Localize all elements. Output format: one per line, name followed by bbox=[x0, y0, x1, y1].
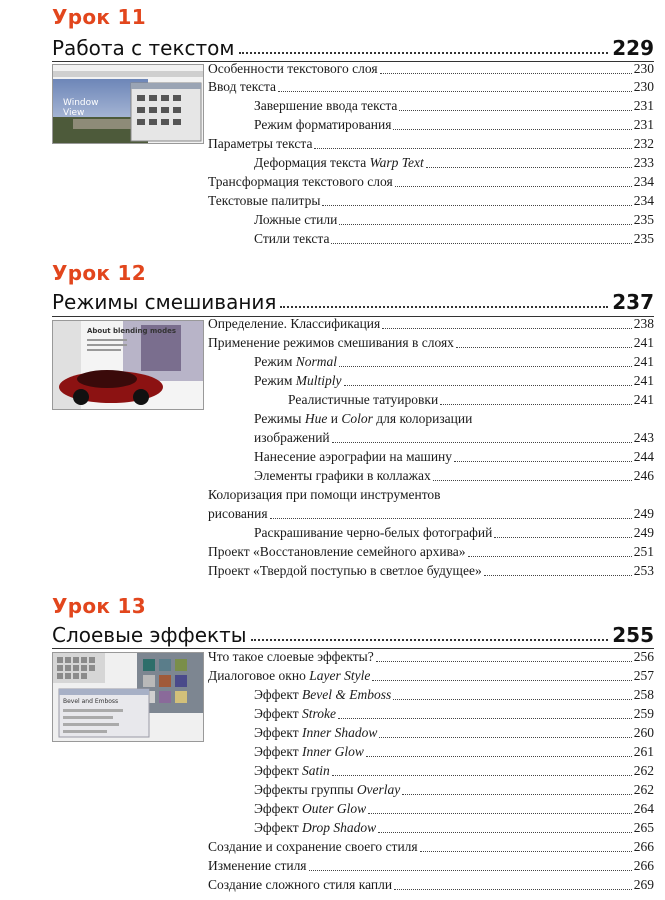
page-number: 230 bbox=[633, 61, 654, 76]
page-number: 233 bbox=[633, 155, 654, 170]
page-number: 262 bbox=[633, 763, 654, 778]
page-number: 266 bbox=[633, 858, 654, 873]
page-number: 241 bbox=[633, 392, 654, 407]
toc-entry[interactable]: Применение режимов смешивания в слоях 241 bbox=[208, 335, 654, 350]
toc-entry[interactable]: Изменение стиля 266 bbox=[208, 858, 654, 873]
page-number: 249 bbox=[633, 525, 654, 540]
thumb-caption: View bbox=[63, 108, 85, 118]
page-number: 235 bbox=[633, 231, 654, 246]
page-number: 244 bbox=[633, 449, 654, 464]
lesson-13-thumbnail bbox=[52, 652, 204, 742]
toc-entry[interactable]: Эффект Satin 262 bbox=[254, 763, 654, 778]
page-number: 234 bbox=[633, 174, 654, 189]
lesson-11-label: Урок 11 bbox=[52, 5, 146, 29]
page-number: 260 bbox=[633, 725, 654, 740]
page-number: 265 bbox=[633, 820, 654, 835]
page-number: 246 bbox=[633, 468, 654, 483]
page-number: 241 bbox=[633, 335, 654, 350]
chapter-title-text: Режимы смешивания bbox=[52, 290, 277, 314]
page-number: 256 bbox=[633, 649, 654, 664]
page-number: 261 bbox=[633, 744, 654, 759]
chapter-title-text: Работа с текстом bbox=[52, 36, 235, 60]
page-number: 251 bbox=[633, 544, 654, 559]
toc-entry[interactable]: Проект «Твердой поступью в светлое будущее» 253 bbox=[208, 563, 654, 578]
toc-entry[interactable]: Эффект Stroke 259 bbox=[254, 706, 654, 721]
toc-entry[interactable]: изображений 243 bbox=[254, 430, 654, 445]
toc-entry[interactable]: Создание сложного стиля капли 269 bbox=[208, 877, 654, 892]
page-number: 235 bbox=[633, 212, 654, 227]
chapter-13-title[interactable] bbox=[52, 621, 654, 647]
toc-entry[interactable]: Ложные стили 235 bbox=[254, 212, 654, 227]
page-number: 253 bbox=[633, 563, 654, 578]
thumb-caption: Bevel and Emboss bbox=[63, 698, 119, 705]
toc-entry[interactable]: Элементы графики в коллажах 246 bbox=[254, 468, 654, 483]
toc-entry[interactable]: Диалоговое окно Layer Style 257 bbox=[208, 668, 654, 683]
page-number: 241 bbox=[633, 354, 654, 369]
toc-entry[interactable]: Текстовые палитры 234 bbox=[208, 193, 654, 208]
chapter-page-number: 229 bbox=[612, 36, 654, 60]
dot-leader bbox=[251, 639, 609, 641]
toc-entry[interactable]: Режим Normal 241 bbox=[254, 354, 654, 369]
toc-entry[interactable]: Параметры текста 232 bbox=[208, 136, 654, 151]
thumb-caption: About blending modes bbox=[87, 327, 177, 335]
toc-entry[interactable]: Ввод текста 230 bbox=[208, 79, 654, 94]
page-number: 234 bbox=[633, 193, 654, 208]
page-number: 264 bbox=[633, 801, 654, 816]
page-number: 231 bbox=[633, 98, 654, 113]
lesson-13-label: Урок 13 bbox=[52, 594, 146, 618]
page-number: 232 bbox=[633, 136, 654, 151]
page-number: 257 bbox=[633, 668, 654, 683]
toc-entry[interactable]: Деформация текста Warp Text 233 bbox=[254, 155, 654, 170]
lesson-12-thumbnail bbox=[52, 320, 204, 410]
toc-entry-line[interactable]: Колоризация при помощи инструментов bbox=[208, 487, 441, 502]
page-number: 230 bbox=[633, 79, 654, 94]
toc-entry[interactable]: Эффект Drop Shadow 265 bbox=[254, 820, 654, 835]
toc-entry[interactable]: Эффекты группы Overlay 262 bbox=[254, 782, 654, 797]
dot-leader bbox=[239, 52, 609, 54]
toc-entry[interactable]: Режим Multiply 241 bbox=[254, 373, 654, 388]
lesson-11-thumbnail bbox=[52, 64, 204, 144]
toc-entry[interactable]: Раскрашивание черно-белых фотографий 249 bbox=[254, 525, 654, 540]
page-number: 269 bbox=[633, 877, 654, 892]
toc-entry[interactable]: Режим форматирования 231 bbox=[254, 117, 654, 132]
toc-entry[interactable]: Особенности текстового слоя 230 bbox=[208, 61, 654, 76]
page-number: 259 bbox=[633, 706, 654, 721]
page-number: 231 bbox=[633, 117, 654, 132]
page-number: 238 bbox=[633, 316, 654, 331]
toc-entry[interactable]: Нанесение аэрографии на машину 244 bbox=[254, 449, 654, 464]
thumb-caption: Window bbox=[63, 98, 99, 108]
page-number: 258 bbox=[633, 687, 654, 702]
chapter-page-number: 237 bbox=[612, 290, 654, 314]
toc-entry[interactable]: Эффект Bevel & Emboss 258 bbox=[254, 687, 654, 702]
page-number: 262 bbox=[633, 782, 654, 797]
toc-entry[interactable]: Что такое слоевые эффекты? 256 bbox=[208, 649, 654, 664]
chapter-page-number: 255 bbox=[612, 623, 654, 647]
lesson-12-label: Урок 12 bbox=[52, 261, 146, 285]
toc-entry[interactable]: Эффект Inner Shadow 260 bbox=[254, 725, 654, 740]
page-number: 266 bbox=[633, 839, 654, 854]
chapter-12-title[interactable] bbox=[52, 288, 654, 314]
chapter-11-title[interactable] bbox=[52, 34, 654, 60]
page-number: 241 bbox=[633, 373, 654, 388]
toc-entry-line[interactable]: Режимы Hue и Color для колоризации bbox=[254, 411, 473, 426]
page-number: 243 bbox=[633, 430, 654, 445]
toc-entry[interactable]: Трансформация текстового слоя 234 bbox=[208, 174, 654, 189]
toc-entry[interactable]: Завершение ввода текста 231 bbox=[254, 98, 654, 113]
toc-entry[interactable]: Создание и сохранение своего стиля 266 bbox=[208, 839, 654, 854]
page-number: 249 bbox=[633, 506, 654, 521]
toc-entry[interactable]: Эффект Outer Glow 264 bbox=[254, 801, 654, 816]
toc-entry[interactable]: Реалистичные татуировки 241 bbox=[288, 392, 654, 407]
toc-entry[interactable]: Определение. Классификация 238 bbox=[208, 316, 654, 331]
toc-entry[interactable]: Проект «Восстановление семейного архива» 251 bbox=[208, 544, 654, 559]
chapter-title-text: Слоевые эффекты bbox=[52, 623, 247, 647]
toc-entry[interactable]: рисования 249 bbox=[208, 506, 654, 521]
dot-leader bbox=[280, 306, 608, 308]
toc-entry[interactable]: Стили текста 235 bbox=[254, 231, 654, 246]
toc-entry[interactable]: Эффект Inner Glow 261 bbox=[254, 744, 654, 759]
